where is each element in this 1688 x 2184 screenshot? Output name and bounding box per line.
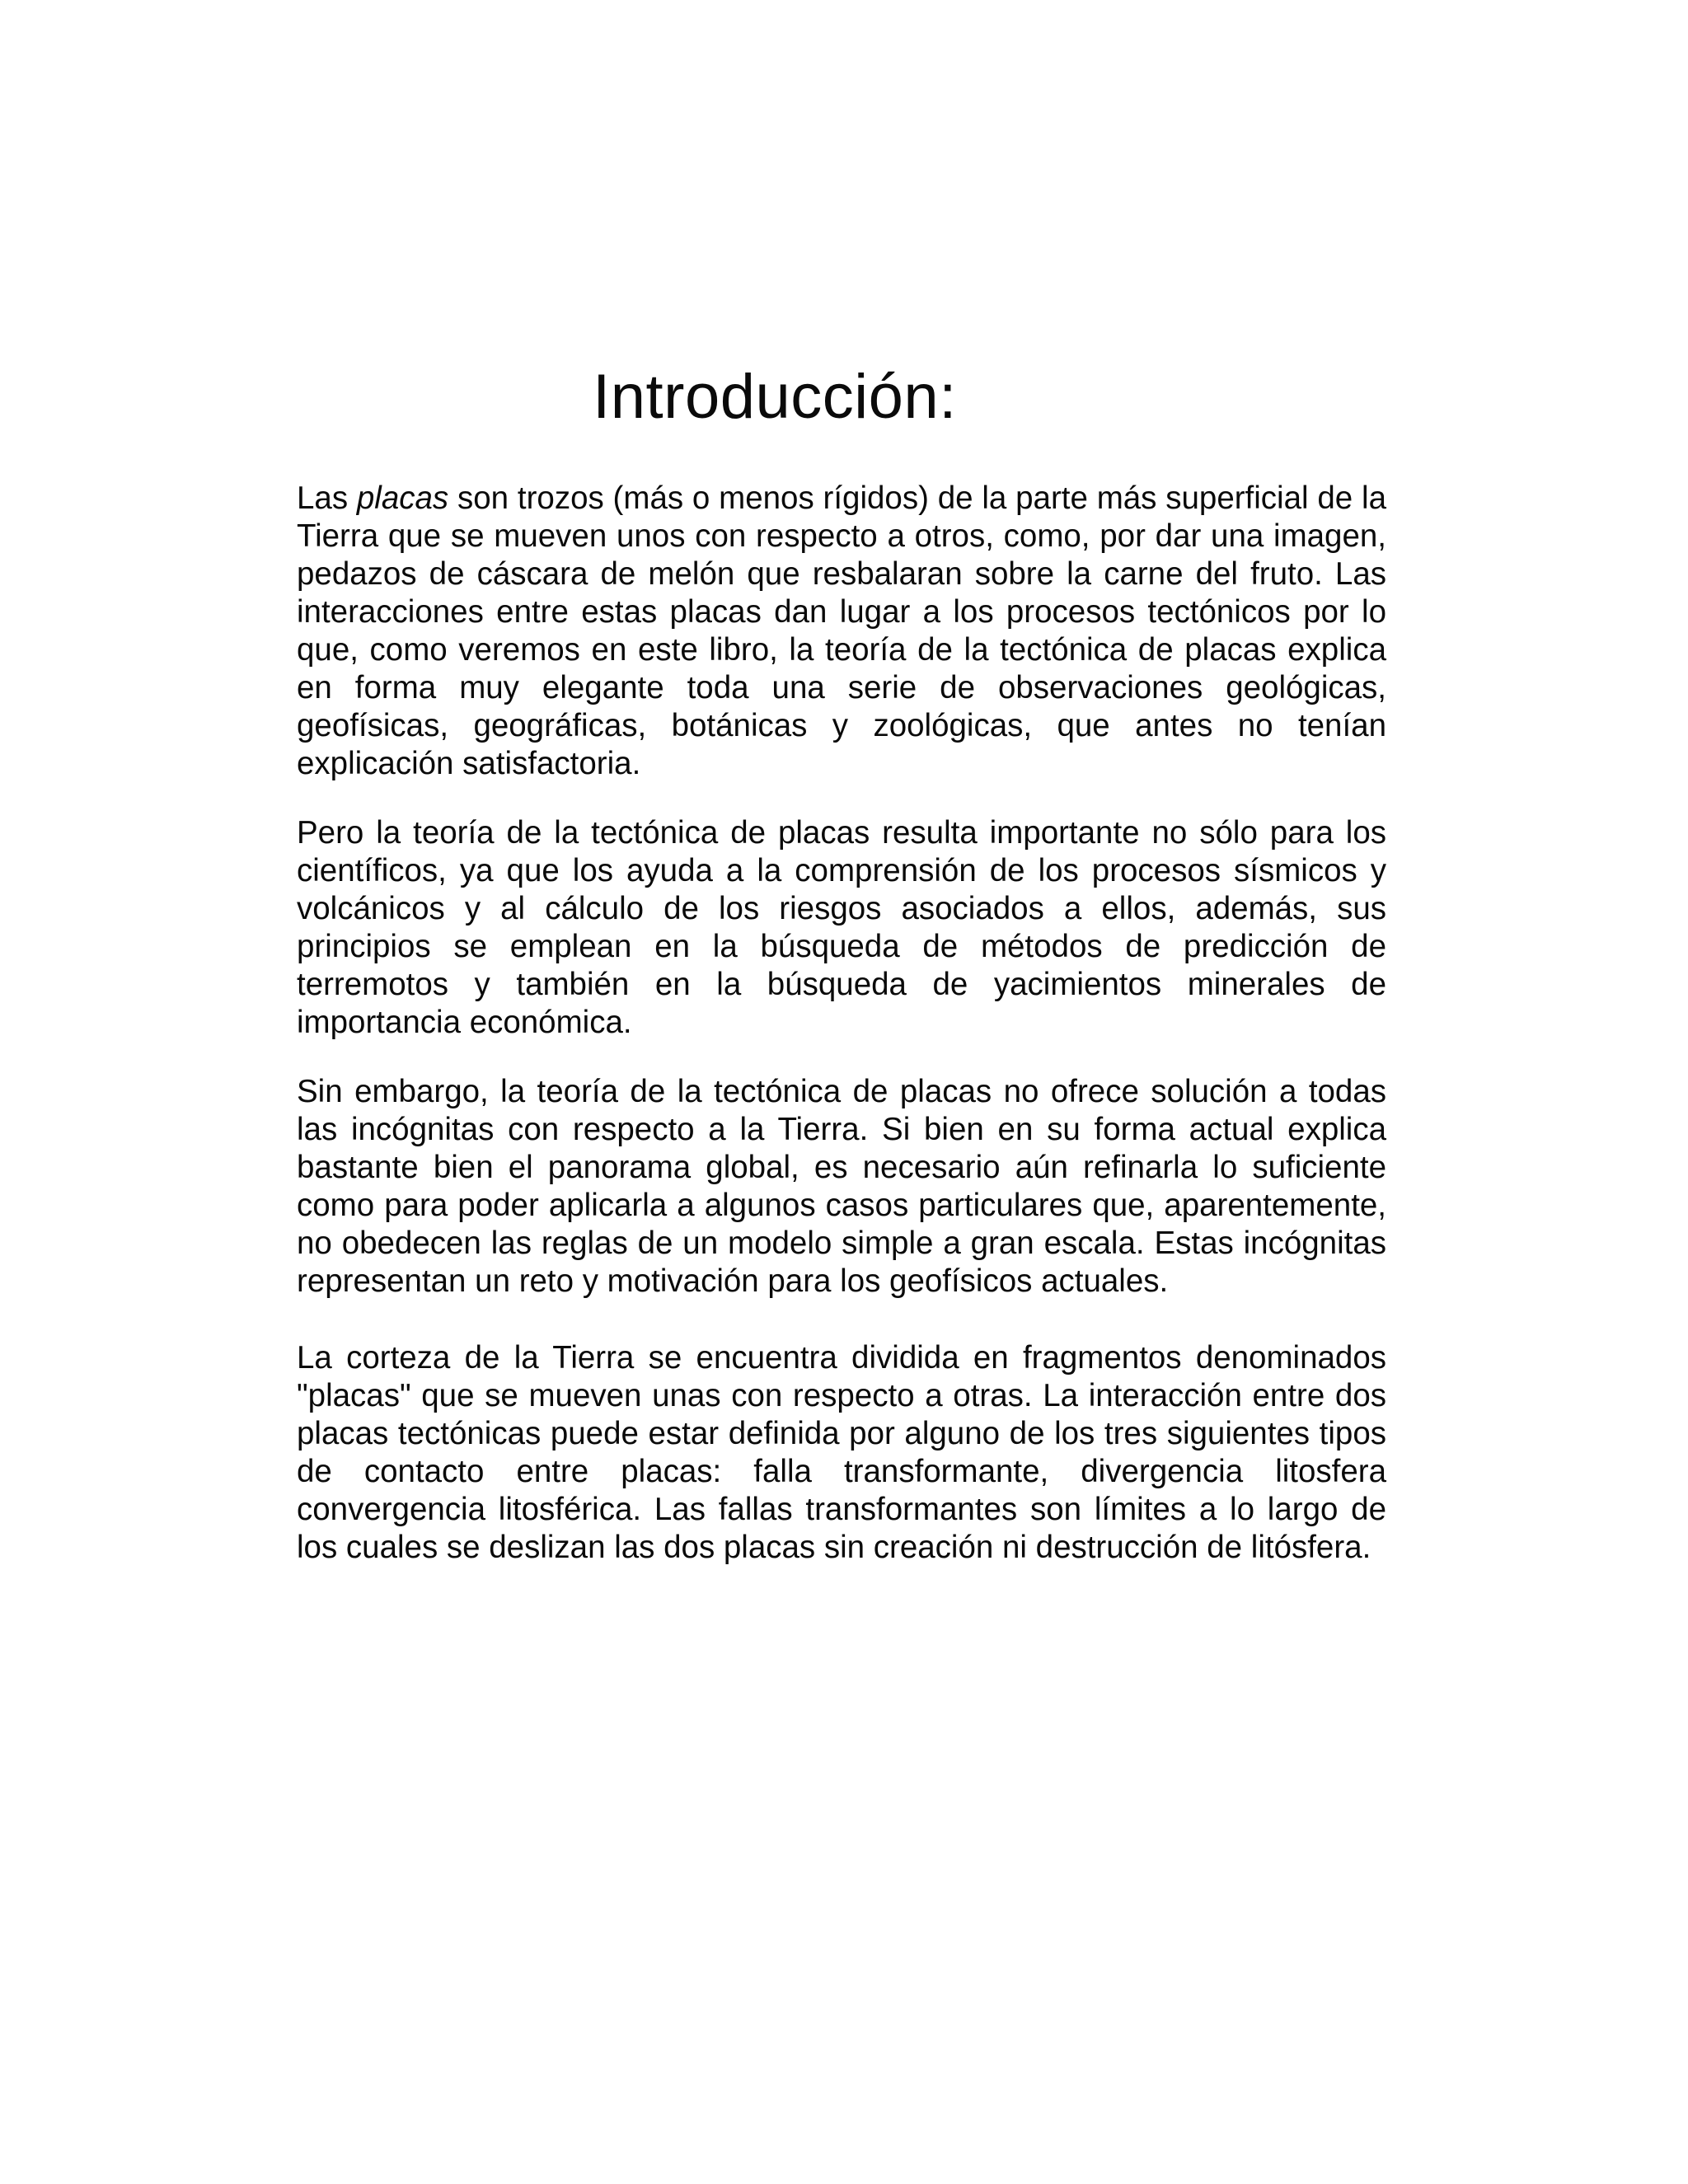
paragraph-1-italic-term: placas (356, 480, 449, 516)
body-text (297, 480, 1386, 1567)
paragraph-1-rest: son trozos (más o menos rígidos) de la parte más superficial de la Tierra que se mueven unos con respecto a otros, como, por dar una imagen, pedazos de cáscara de melón que resbalaran sobre la carne del fruto. Las interacciones entre estas placas dan lugar a los procesos tectónicos por lo que, como veremos en este libro, la teoría de la tectónica de placas explica en forma muy elegante toda una serie de observaciones geológicas, geofísicas, geográficas, botánicas y zoológicas, que antes no tenían explicación satisfactoria. (297, 480, 1386, 781)
paragraph-4: La corteza de la Tierra se encuentra dividida en fragmentos denominados "placas" que se mueven unas con respecto a otras. La interacción entre dos placas tectónicas puede estar definida por alguno de los tres siguientes tipos de contacto entre placas: falla transformante, divergencia litosfera convergencia litosférica. Las fallas transformantes son límites a lo largo de los cuales se deslizan las dos placas sin creación ni destrucción de litósfera. (297, 1340, 1386, 1565)
page-title: Introducción: (593, 362, 957, 432)
paragraph-1-lead: Las (297, 480, 357, 516)
paragraph-1 (297, 480, 1386, 783)
paragraph-2: Pero la teoría de la tectónica de placas resulta importante no sólo para los científicos, ya que los ayuda a la comprensión de los procesos sísmicos y volcánicos y al cálculo de los riesgos asociados a ellos, además, sus principios se emplean en la búsqueda de métodos de predicción de terremotos y también en la búsqueda de yacimientos minerales de importancia económica. (297, 815, 1386, 1040)
paragraph-3: Sin embargo, la teoría de la tectónica de placas no ofrece solución a todas las incógnitas con respecto a la Tierra. Si bien en su forma actual explica bastante bien el panorama global, es necesario aún refinarla lo suficiente como para poder aplicarla a algunos casos particulares que, aparentemente, no obedecen las reglas de un modelo simple a gran escala. Estas incógnitas representan un reto y motivación para los geofísicos actuales. (297, 1074, 1386, 1299)
